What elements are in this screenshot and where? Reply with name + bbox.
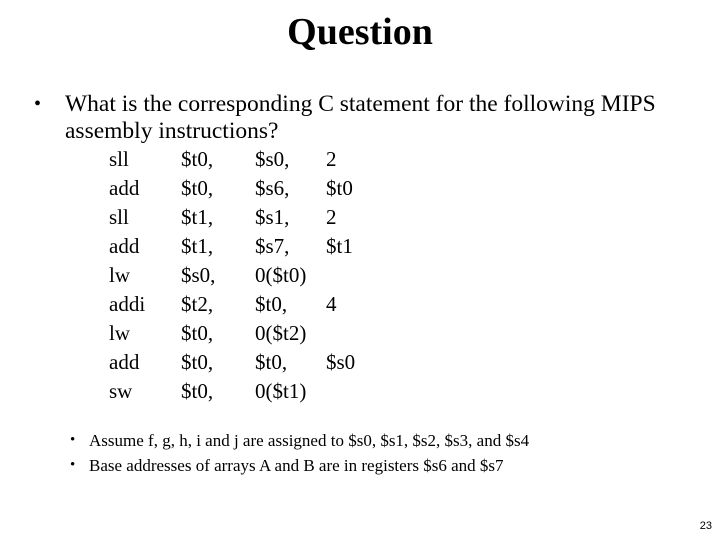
code-line (109, 174, 376, 203)
operand-3: $t1 (326, 234, 353, 258)
operand-2: $s6, (255, 176, 290, 200)
question-text: What is the corresponding C statement for the following MIPS assembly instructions? (65, 91, 656, 144)
operand-3: 2 (326, 147, 337, 171)
operand-3: $t0 (326, 176, 353, 200)
operand-3: 4 (326, 292, 337, 316)
code-line (109, 145, 376, 174)
assembly-code-listing (109, 145, 376, 406)
code-line (109, 348, 376, 377)
assembly-code-body (109, 145, 376, 406)
bullet-icon: • (70, 432, 76, 448)
note-item (70, 428, 690, 453)
opcode: lw (109, 263, 130, 287)
opcode: sll (109, 205, 129, 229)
operand-3 (326, 261, 376, 290)
code-line (109, 261, 376, 290)
page-number: 23 (699, 520, 712, 532)
opcode: add (109, 176, 140, 200)
operand-2: $s1, (255, 205, 290, 229)
operand-1: $t0, (181, 350, 214, 374)
opcode: add (109, 234, 140, 258)
operand-3: 2 (326, 205, 337, 229)
code-line (109, 377, 376, 406)
code-line (109, 290, 376, 319)
operand-1: $t0, (181, 379, 214, 403)
operand-2: $t0, (255, 292, 288, 316)
operand-1: $s0, (181, 263, 216, 287)
opcode: addi (109, 292, 146, 316)
operand-2: $t0, (255, 350, 288, 374)
operand-1: $t0, (181, 147, 214, 171)
operand-2: $s7, (255, 234, 290, 258)
code-line (109, 319, 376, 348)
operand-2: 0($t1) (255, 379, 307, 403)
operand-2: 0($t0) (255, 263, 307, 287)
bullet-icon: • (34, 93, 42, 115)
operand-1: $t0, (181, 321, 214, 345)
opcode: add (109, 350, 140, 374)
note-text: Base addresses of arrays A and B are in registers $s6 and $s7 (89, 456, 504, 475)
operand-1: $t2, (181, 292, 214, 316)
note-text: Assume f, g, h, i and j are assigned to $s0, $s1, $s2, $s3, and $s4 (89, 431, 530, 450)
operand-3 (326, 319, 376, 348)
operand-2: $s0, (255, 147, 290, 171)
operand-2: 0($t2) (255, 321, 307, 345)
operand-1: $t1, (181, 234, 214, 258)
opcode: sll (109, 147, 129, 171)
operand-1: $t0, (181, 176, 214, 200)
slide-title: Question (287, 11, 433, 53)
opcode: sw (109, 379, 133, 403)
operand-3 (326, 377, 376, 406)
opcode: lw (109, 321, 130, 345)
notes-list (70, 428, 690, 478)
operand-3: $s0 (326, 350, 356, 374)
code-line (109, 203, 376, 232)
code-line (109, 232, 376, 261)
bullet-icon: • (70, 457, 76, 473)
note-item (70, 453, 690, 478)
operand-1: $t1, (181, 205, 214, 229)
